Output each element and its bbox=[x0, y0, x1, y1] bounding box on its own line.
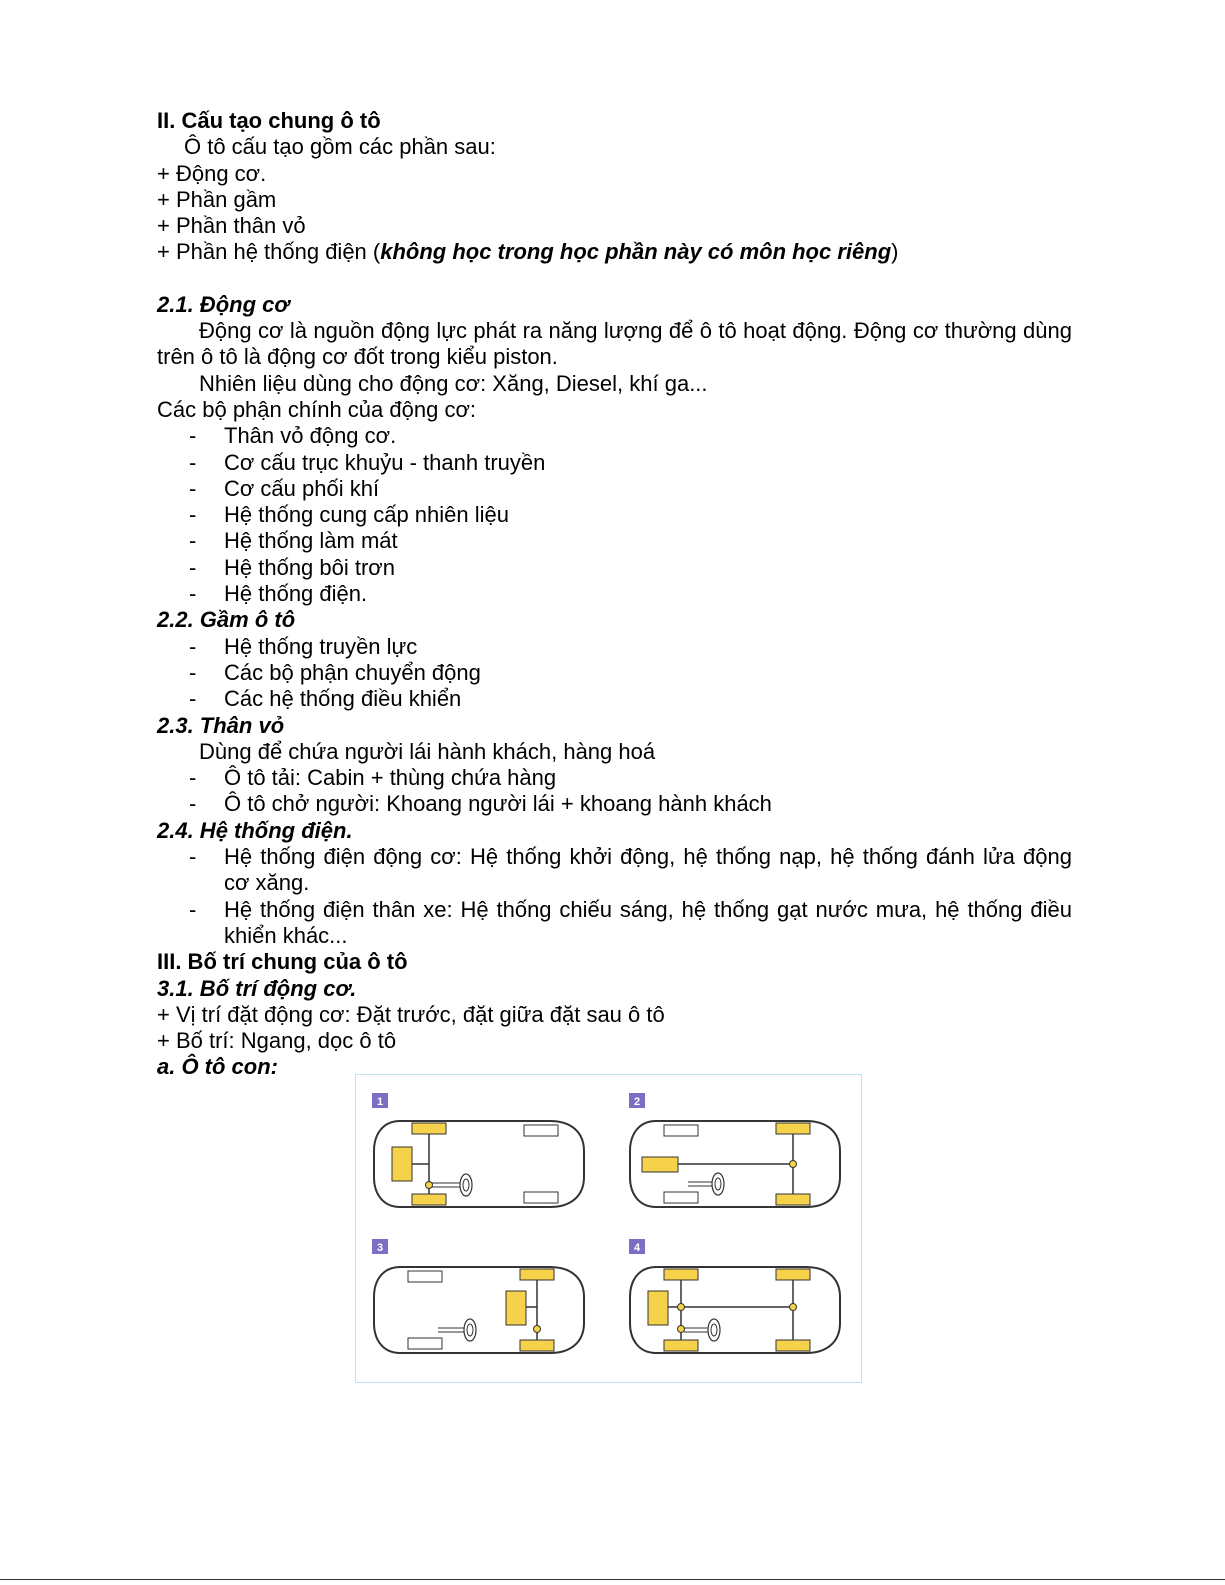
engine-layout-heading: 3.1. Bố trí động cơ. bbox=[157, 975, 357, 1001]
panel-number: 1 bbox=[376, 1096, 384, 1108]
panel-number: 3 bbox=[376, 1242, 384, 1254]
engine-fuel: Nhiên liệu dùng cho động cơ: Xăng, Diesel, khí ga... bbox=[199, 370, 708, 396]
wheel bbox=[412, 1123, 446, 1134]
list-item-continuation: khiển khác... bbox=[224, 922, 348, 948]
panel-number: 2 bbox=[633, 1096, 641, 1108]
engine-block bbox=[392, 1147, 412, 1181]
wheel bbox=[776, 1340, 810, 1351]
panel-number: 4 bbox=[633, 1242, 641, 1254]
list-item: - Ô tô chở người: Khoang người lái + khoang hành khách bbox=[189, 791, 772, 817]
electrical-prefix: + Phần hệ thống điện ( bbox=[157, 239, 381, 265]
electrical-suffix: ) bbox=[891, 239, 899, 265]
list-item-continuation: cơ xăng. bbox=[224, 870, 310, 896]
engine-heading: 2.1. Động cơ bbox=[157, 291, 290, 317]
engine-position: + Vị trí đặt động cơ: Đặt trước, đặt giữa đặt sau ô tô bbox=[157, 1001, 665, 1027]
engine-paragraph-line: Động cơ là nguồn động lực phát ra năng lượng để ô tô hoạt động. Động cơ thường dùng bbox=[199, 318, 1072, 344]
list-item: - Hệ thống điện động cơ: Hệ thống khởi động, hệ thống nạp, hệ thống đánh lửa động bbox=[189, 844, 1072, 870]
layout-panel-3 bbox=[372, 1239, 584, 1353]
part-item-electrical bbox=[157, 239, 1072, 265]
electrical-note: không học trong học phần này có môn học riêng bbox=[380, 239, 892, 265]
list-item: - Hệ thống truyền lực bbox=[189, 633, 418, 659]
list-item: - Cơ cấu phối khí bbox=[189, 475, 380, 501]
layout-panel-1 bbox=[372, 1093, 584, 1207]
wheel bbox=[664, 1269, 698, 1280]
engine-paragraph-line: trên ô tô là động cơ đốt trong kiểu piston. bbox=[157, 344, 558, 370]
body-shell-heading: 2.3. Thân vỏ bbox=[157, 712, 285, 738]
wheel bbox=[776, 1123, 810, 1134]
electrical-heading: 2.4. Hệ thống điện. bbox=[157, 817, 353, 843]
engine-block bbox=[642, 1157, 678, 1172]
engine-block bbox=[648, 1291, 668, 1325]
list-item: - Hệ thống làm mát bbox=[189, 528, 398, 554]
list-item: - Các bộ phận chuyển động bbox=[189, 659, 481, 685]
wheel bbox=[520, 1269, 554, 1280]
body-shell-intro: Dùng để chứa người lái hành khách, hàng hoá bbox=[199, 738, 656, 764]
section-2-heading: II. Cấu tạo chung ô tô bbox=[157, 108, 381, 133]
engine-arrangement: + Bố trí: Ngang, dọc ô tô bbox=[157, 1028, 397, 1054]
list-item: - Các hệ thống điều khiển bbox=[189, 686, 462, 712]
engine-block bbox=[506, 1291, 526, 1325]
engine-layout-figure bbox=[355, 1074, 862, 1383]
list-item: - Hệ thống bôi trơn bbox=[189, 554, 395, 580]
chassis-heading: 2.2. Gầm ô tô bbox=[157, 607, 296, 633]
layout-diagrams bbox=[356, 1075, 861, 1382]
list-item: - Thân vỏ động cơ. bbox=[189, 423, 397, 449]
part-item: + Phần gầm bbox=[157, 186, 277, 212]
page-bottom-rule bbox=[0, 1579, 1225, 1580]
layout-panel-2 bbox=[629, 1093, 840, 1207]
layout-panel-4 bbox=[629, 1239, 840, 1353]
document-body bbox=[157, 108, 1072, 1081]
list-item: - Hệ thống cung cấp nhiên liệu bbox=[189, 502, 509, 528]
list-item: - Ô tô tải: Cabin + thùng chứa hàng bbox=[189, 765, 557, 791]
wheel bbox=[412, 1194, 446, 1205]
part-item: + Phần thân vỏ bbox=[157, 213, 306, 239]
section-2-intro: Ô tô cấu tạo gồm các phần sau: bbox=[184, 134, 496, 160]
engine-parts-label: Các bộ phận chính của động cơ: bbox=[157, 396, 476, 422]
wheel bbox=[664, 1340, 698, 1351]
part-item: + Động cơ. bbox=[157, 160, 267, 186]
list-item: - Cơ cấu trục khuỷu - thanh truyền bbox=[189, 449, 546, 475]
car-label: a. Ô tô con: bbox=[157, 1054, 278, 1080]
wheel bbox=[776, 1269, 810, 1280]
wheel bbox=[776, 1194, 810, 1205]
wheel bbox=[520, 1340, 554, 1351]
list-item: - Hệ thống điện thân xe: Hệ thống chiếu sáng, hệ thống gạt nước mưa, hệ thống điều bbox=[189, 896, 1072, 922]
list-item: - Hệ thống điện. bbox=[189, 581, 368, 607]
section-3-heading: III. Bố trí chung của ô tô bbox=[157, 949, 408, 975]
